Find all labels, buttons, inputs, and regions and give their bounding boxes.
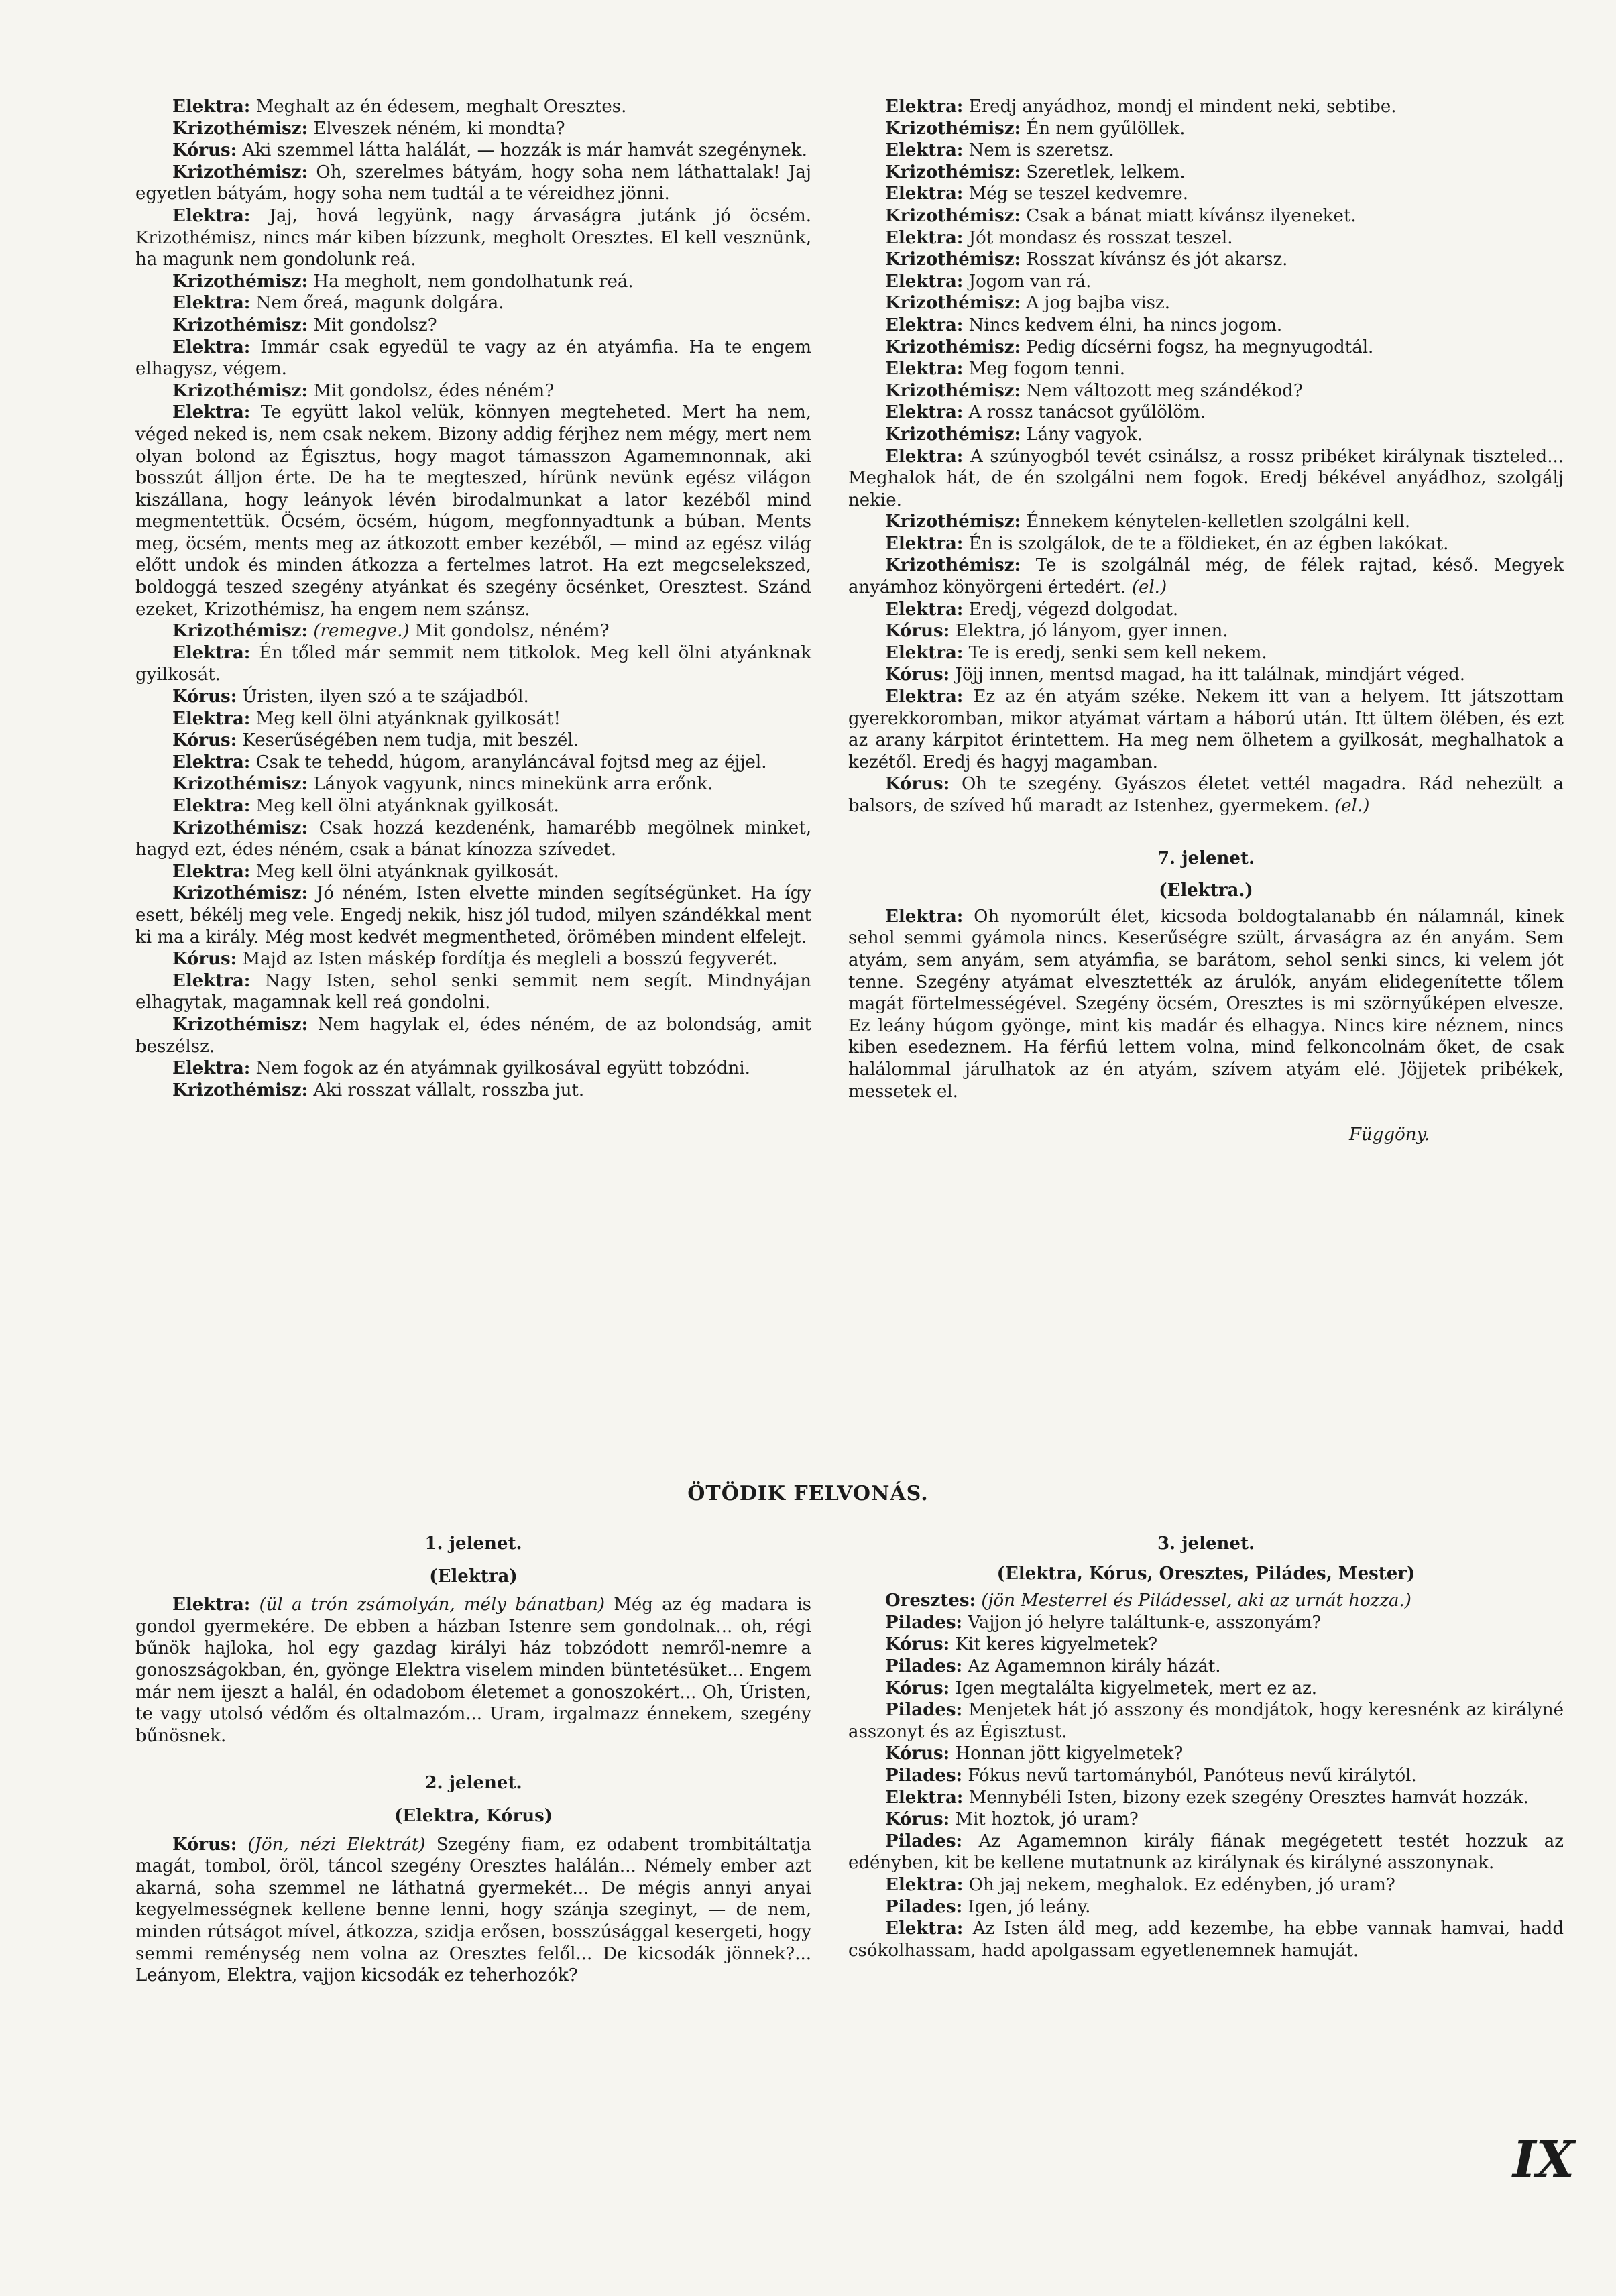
dialogue-line (135, 642, 811, 686)
line-text: Aki szemmel látta halálát, — hozzák is már hamvát szegénynek. (237, 140, 807, 161)
dialogue-line (135, 730, 811, 752)
speaker-name: Krizothémisz: (172, 883, 308, 904)
speaker-name: Elektra: (172, 796, 251, 816)
speaker-name: Elektra: (172, 970, 251, 991)
dialogue-line (848, 424, 1564, 446)
act-title: ÖTÖDIK FELVONÁS. (687, 1482, 929, 1505)
scene-1-cast: (Elektra) (429, 1566, 518, 1587)
speaker-name: Kórus: (172, 687, 237, 707)
dialogue-line (135, 271, 811, 293)
line-text: Mennybéli Isten, bizony ezek szegény Oresztes hamvát hozzák. (963, 1787, 1529, 1808)
speaker-name: Elektra: (885, 687, 964, 707)
line-text: Még se teszel kedvemre. (963, 184, 1189, 205)
dialogue-line (135, 1594, 811, 1747)
line-text: Csak a bánat miatt kívánsz ilyeneket. (1021, 205, 1357, 226)
line-text: Szegény fiam, ez odabent trombitáltatja magát, tombol, öröl, táncol szegény Oresztes halálán... Némely ember azt akarná, soha szemmel ne láthatná gyermekét... De mégis annyi anyai kegyelmességnek kellene benne lenni, hogy szánja szeginyt, — de nem, minden rútságot mível, átkozza, szidja erősen, bosszúsággal kesergeti, hogy semmi reménység nem volna az Oresztes felől... De kicsodák jönnek?... Leányom, Elektra, vajjon kicsodák ez teherhozók? (135, 1834, 812, 1986)
line-text: Énnekem kénytelen-kelletlen szolgálni kell. (1021, 512, 1411, 532)
line-text: Te együtt lakol velük, könnyen megteheted. Mert ha nem, véged neked is, nem csak nekem. Bizony addig férjhez nem mégy, mert nem olyan bolond az Égisztus, hogy magot támasszon Agamemnonnak, aki bosszút álljon érte. De ha te megteszed, hírünk nevünk egész világon kiszállana, hogy leányok lévén birodalmunkat a lator kezéből mind megmentettük. Öcsém, öcsém, húgom, megfonnyadtunk a búban. Ments meg, öcsém, ments meg az átkozott ember kezéből, — mind az egész világ előtt undok és minden átkozza a fertelmes latrot. Ha ezt megcselekszed, boldoggá teszed szegény atyánkat és szegény öcsénket, Oresztest. Szánd ezeket, Krizothémisz, ha engem nem szánsz. (135, 402, 811, 620)
dialogue-line (135, 773, 811, 795)
speaker-name: Elektra: (885, 97, 964, 117)
dialogue-line (848, 402, 1564, 424)
line-text: Mit hoztok, jó uram? (949, 1809, 1139, 1830)
dialogue-line (135, 620, 811, 642)
speaker-name: Elektra: (885, 314, 964, 335)
speaker-name: Elektra: (885, 140, 964, 161)
speaker-name: Elektra: (885, 227, 964, 248)
speaker-name: Elektra: (172, 97, 251, 117)
page-number: IX (1512, 2131, 1574, 2189)
dialogue-line (848, 1918, 1564, 1961)
dialogue-line (848, 314, 1564, 337)
speaker-name: Elektra: (885, 599, 964, 620)
dialogue-line (135, 205, 811, 271)
speaker-name: Krizothémisz: (172, 162, 308, 182)
line-text: Én is szolgálok, de te a földieket, én az égben lakókat. (963, 533, 1449, 554)
stage-direction: (el.) (1126, 577, 1167, 598)
speaker-name: Kórus: (172, 730, 237, 751)
speaker-name: Kórus: (885, 1634, 950, 1655)
line-text: Csak hozzá kezdenénk, hamarébb megölnek minket, hagyd ezt, édes néném, csak a bánat kínozza szívedet. (135, 817, 811, 860)
line-text: Nem fogok az én atyámnak gyilkosával együtt tobzódni. (250, 1058, 750, 1079)
speaker-name: Elektra: (885, 184, 964, 205)
line-text: Az Agamemnon király fiának megégetett testét hozzuk az edényben, kit be kellene mutatnunk az királynak és királyné asszonynak. (848, 1831, 1564, 1874)
dialogue-line (848, 205, 1564, 227)
line-text: Még az ég madara is gondol gyermekére. De ebben a házban Istenre sem gondolnak... oh, régi bűnök hajloka, hol egy gazdag királyi ház tobzódott nemről-nemre a gonoszságokban, én, gyönge Elektra viselem minden büntetésüket... Engem már nem ijeszt a halál, én odadobom életemet a gonoszokért... Oh, Úristen, te vagy utolsó védőm és oltalmazóm... Uram, irgalmazz énnekem, szegény bűnösnek. (135, 1595, 811, 1746)
line-text: Kit keres kigyelmetek? (949, 1634, 1158, 1655)
scene-2-cast: (Elektra, Kórus) (394, 1805, 553, 1826)
speaker-name: Kórus: (172, 140, 237, 161)
speaker-name: Kórus: (172, 949, 237, 970)
speaker-name: Elektra: (172, 402, 251, 423)
speaker-name: Krizothémisz: (885, 555, 1021, 576)
scene-1-title: 1. jelenet. (424, 1534, 522, 1554)
speaker-name: Krizothémisz: (172, 1080, 308, 1100)
dialogue-line (848, 1612, 1564, 1634)
speaker-name: Krizothémisz: (885, 512, 1021, 532)
line-text: Igen, jó leány. (962, 1896, 1091, 1917)
dialogue-line (135, 292, 811, 314)
dialogue-line (848, 664, 1564, 686)
dialogue-line (848, 249, 1564, 271)
dialogue-line (848, 555, 1564, 598)
speaker-name: Krizothémisz: (172, 118, 308, 139)
line-text: Rosszat kívánsz és jót akarsz. (1021, 249, 1288, 270)
dialogue-line (135, 708, 811, 730)
line-text: Immár csak egyedül te vagy az én atyámfia. Ha te engem elhagysz, végem. (135, 337, 811, 380)
dialogue-line (135, 1057, 811, 1080)
line-text: Mit gondolsz, édes néném? (308, 380, 555, 401)
speaker-name: Krizothémisz: (885, 424, 1021, 445)
speaker-name: Elektra: (172, 337, 251, 357)
speaker-name: Elektra: (172, 205, 251, 226)
left-column-bottom (135, 1533, 811, 1987)
stage-direction: (jön Mesterrel és Piládessel, aki az urnát hozza.) (976, 1591, 1411, 1611)
line-text: Nem változott meg szándékod? (1021, 380, 1303, 401)
speaker-name: Krizothémisz: (885, 293, 1021, 314)
speaker-name: Pilades: (885, 1656, 963, 1676)
line-text: Menjetek hát jó asszony és mondjátok, hogy keresnénk az királyné asszonyt és az Égisztust. (848, 1700, 1564, 1742)
stage-direction: (remegve.) (308, 621, 410, 642)
line-text: Jaj, hová legyünk, nagy árvaságra jutánk jó öcsém. Krizothémisz, nincs már kiben bízzunk, megholt Oresztes. El kell vesznünk, ha magunk nem gondolunk reá. (135, 205, 811, 270)
line-text: Elektra, jó lányom, gyer innen. (949, 621, 1228, 642)
line-text: Te is szolgálnál még, de félek rajtad, késő. Megyek anyámhoz könyörgeni értedért. (848, 555, 1564, 598)
line-text: Meg kell ölni atyánknak gyilkosát. (250, 796, 559, 816)
speaker-name: Kórus: (885, 665, 950, 685)
speaker-name: Krizothémisz: (885, 249, 1021, 270)
dialogue-line (135, 1834, 811, 1987)
stage-direction: (el.) (1328, 796, 1370, 816)
left-column-top (135, 96, 811, 1101)
dialogue-line (848, 1633, 1564, 1656)
speaker-name: Kórus: (885, 774, 950, 795)
scene-2-title: 2. jelenet. (424, 1773, 522, 1794)
scene-7-cast: (Elektra.) (1159, 880, 1253, 901)
line-text: Oh nyomorúlt élet, kicsoda boldogtalanabb én nálamnál, kinek sehol semmi gyámola nincs. Keserűségre szült, árvaságra az én anyám. Sem atyám, sem anyám, sem atyámfia, se barátom, sehol senki sincs, ki velem jót tenne. Szegény atyámat elvesztették az árulók, anyám elidegenítette tőlem magát förtelmességével. Szegény öcsém, Oresztes is mi szörnyűképen elvesze. Ez leány húgom gyönge, mint kis madár és elhagya. Nincs kire néznem, nincs kiben esedeznem. Ha férfiú lettem volna, mind felkoncolnám őket, de csak halálommal járulhatok az én atyám, szívem atyám elé. Jöjjetek pribékek, messetek el. (848, 906, 1564, 1102)
dialogue-line (135, 948, 811, 970)
speaker-name: Elektra: (172, 1595, 251, 1615)
line-text: Az Isten áld meg, add kezembe, ha ebbe vannak hamvai, hadd csókolhassam, hadd apolgassam egyetlenemnek hamuját. (848, 1918, 1564, 1961)
dialogue-line (848, 1765, 1564, 1787)
speaker-name: Krizothémisz: (172, 774, 308, 795)
dialogue-line (848, 183, 1564, 205)
line-text: Szeretlek, lelkem. (1021, 162, 1186, 182)
dialogue-line (848, 686, 1564, 773)
line-text: Én nem gyűlöllek. (1021, 118, 1186, 139)
dialogue-line (848, 380, 1564, 402)
speaker-name: Krizothémisz: (172, 271, 308, 292)
line-text: Aki rosszat vállalt, rosszba jut. (308, 1080, 585, 1100)
speaker-name: Krizothémisz: (885, 118, 1021, 139)
speaker-name: Krizothémisz: (172, 380, 308, 401)
line-text: Úristen, ilyen szó a te szájadból. (237, 687, 529, 707)
speaker-name: Oresztes: (885, 1591, 976, 1611)
speaker-name: Pilades: (885, 1700, 963, 1721)
speaker-name: Kórus: (885, 1809, 950, 1830)
dialogue-line (848, 358, 1564, 380)
speaker-name: Krizothémisz: (885, 205, 1021, 226)
line-text: Fókus nevű tartományból, Panóteus nevű királytól. (962, 1765, 1417, 1786)
line-text: Majd az Isten máskép fordítja és megleli a bosszú fegyverét. (237, 949, 778, 970)
speaker-name: Pilades: (885, 1896, 963, 1917)
dialogue-line (848, 511, 1564, 533)
speaker-name: Kórus: (885, 1678, 950, 1699)
stage-direction: (Jön, nézi Elektrát) (237, 1834, 426, 1855)
speaker-name: Krizothémisz: (885, 162, 1021, 182)
line-text: Meghalt az én édesem, meghalt Oresztes. (250, 97, 627, 117)
line-text: Igen megtalálta kigyelmetek, mert ez az. (949, 1678, 1318, 1699)
line-text: Nagy Isten, sehol senki semmit nem segít. Mindnyájan elhagytak, magamnak kell reá gondolni. (135, 970, 811, 1013)
speaker-name: Elektra: (885, 533, 964, 554)
line-text: Nem hagylak el, édes néném, de az bolondság, amit beszélsz. (135, 1014, 811, 1057)
dialogue-line (848, 292, 1564, 314)
dialogue-line (848, 162, 1564, 184)
line-text: A rossz tanácsot gyűlölöm. (963, 402, 1206, 423)
dialogue-line (848, 1656, 1564, 1678)
dialogue-line (848, 906, 1564, 1102)
right-column-top (848, 96, 1564, 1146)
line-text: Lányok vagyunk, nincs minekünk arra erőnk. (308, 774, 713, 795)
speaker-name: Krizothémisz: (172, 1014, 308, 1035)
speaker-name: Elektra: (172, 861, 251, 882)
speaker-name: Elektra: (885, 402, 964, 423)
dialogue-line (135, 817, 811, 861)
speaker-name: Krizothémisz: (172, 314, 308, 335)
line-text: Jogom van rá. (963, 271, 1092, 292)
dialogue-line (848, 96, 1564, 118)
line-text: Jó néném, Isten elvette minden segítségünket. Ha így esett, békélj meg vele. Engedj nekik, hisz jól tudod, milyen szándékkal ment ki ma a király. Még most kedvét megmentheted, örömében mindent elfelejt. (135, 883, 811, 948)
speaker-name: Elektra: (172, 708, 251, 729)
dialogue-line (848, 446, 1564, 512)
dialogue-line (848, 1787, 1564, 1809)
dialogue-line (848, 1896, 1564, 1918)
speaker-name: Pilades: (885, 1612, 963, 1633)
scene-3-cast: (Elektra, Kórus, Oresztes, Piládes, Mester) (996, 1563, 1416, 1584)
line-text: Meg kell ölni atyánknak gyilkosát! (250, 708, 561, 729)
line-text: Mit gondolsz, néném? (409, 621, 610, 642)
speaker-name: Elektra: (885, 642, 964, 663)
speaker-name: Krizothémisz: (172, 817, 308, 838)
dialogue-line (848, 337, 1564, 359)
right-column-bottom (848, 1533, 1564, 1961)
dialogue-line (135, 861, 811, 883)
speaker-name: Elektra: (172, 642, 251, 663)
dialogue-line (135, 118, 811, 140)
dialogue-line (135, 337, 811, 380)
dialogue-line (135, 1080, 811, 1102)
line-text: Nem is szeretsz. (963, 140, 1114, 161)
line-text: Lány vagyok. (1021, 424, 1143, 445)
speaker-name: Elektra: (885, 1874, 964, 1895)
dialogue-line (848, 773, 1564, 817)
dialogue-line (848, 533, 1564, 555)
line-text: Jót mondasz és rosszat teszel. (963, 227, 1233, 248)
scene-7-title: 7. jelenet. (1157, 848, 1255, 868)
dialogue-line (848, 118, 1564, 140)
curtain-note: Függöny. (1349, 1125, 1430, 1145)
speaker-name: Elektra: (172, 752, 251, 772)
dialogue-line (848, 1831, 1564, 1874)
line-text: Nem őreá, magunk dolgára. (250, 293, 504, 314)
dialogue-line (135, 380, 811, 402)
dialogue-line (848, 1743, 1564, 1765)
speaker-name: Pilades: (885, 1765, 963, 1786)
line-text: A jog bajba visz. (1021, 293, 1170, 314)
dialogue-line (135, 402, 811, 620)
line-text: Eredj anyádhoz, mondj el mindent neki, sebtibe. (963, 97, 1397, 117)
line-text: Jöjj innen, mentsd magad, ha itt találnak, mindjárt véged. (949, 665, 1466, 685)
scene-3-title: 3. jelenet. (1157, 1534, 1255, 1554)
line-text: Ez az én atyám széke. Nekem itt van a helyem. Itt játszottam gyerekkoromban, mikor atyámat vártam a háború után. Itt ültem ölében, és ezt az arany kárpitot érintettem. Ha meg nem ölhetem a gyilkosát, meghalhatok a kezétől. Eredj és hagyj magamban. (848, 687, 1564, 772)
line-text: Az Agamemnon király házát. (962, 1656, 1221, 1676)
dialogue-line (135, 795, 811, 817)
speaker-name: Elektra: (885, 1918, 964, 1939)
dialogue-line (135, 314, 811, 337)
dialogue-line (848, 1678, 1564, 1700)
line-text: Pedig dícsérni fogsz, ha megnyugodtál. (1021, 337, 1374, 357)
line-text: Oh te szegény. Gyászos életet vettél magadra. Rád nehezült a balsors, de szíved hű maradt az Istenhez, gyermekem. (848, 774, 1564, 816)
line-text: A szúnyogból tevét csinálsz, a rossz pribéket királynak tiszteled... Meghalok hát, de én szolgálni nem fogok. Eredj békével anyádhoz, szolgálj nekie. (848, 446, 1564, 510)
line-text: Elveszek néném, ki mondta? (308, 118, 565, 139)
dialogue-line (848, 227, 1564, 249)
line-text: Vajjon jó helyre találtunk-e, asszonyám? (962, 1612, 1322, 1633)
line-text: Eredj, végezd dolgodat. (963, 599, 1179, 620)
line-text: Csak te tehedd, húgom, aranyláncával fojtsd meg az éjjel. (250, 752, 767, 772)
dialogue-line (848, 642, 1564, 665)
line-text: Oh, szerelmes bátyám, hogy soha nem láthattalak! Jaj egyetlen bátyám, hogy soha nem tudtál a te véreidhez jönni. (135, 162, 811, 205)
line-text: Nincs kedvem élni, ha nincs jogom. (963, 314, 1283, 335)
line-text: Ha megholt, nem gondolhatunk reá. (308, 271, 634, 292)
speaker-name: Elektra: (172, 1058, 251, 1079)
speaker-name: Elektra: (885, 906, 964, 927)
dialogue-line (848, 1590, 1564, 1612)
dialogue-line (135, 1014, 811, 1057)
speaker-name: Kórus: (172, 1834, 237, 1855)
dialogue-line (848, 271, 1564, 293)
line-text: Mit gondolsz? (308, 314, 437, 335)
speaker-name: Elektra: (172, 293, 251, 314)
speaker-name: Kórus: (885, 1743, 950, 1764)
line-text: Meg kell ölni atyánknak gyilkosát. (250, 861, 559, 882)
dialogue-line (135, 752, 811, 774)
line-text: Oh jaj nekem, meghalok. Ez edényben, jó uram? (963, 1874, 1395, 1895)
dialogue-line (135, 970, 811, 1014)
dialogue-line (848, 139, 1564, 162)
line-text: Meg fogom tenni. (963, 359, 1125, 380)
speaker-name: Krizothémisz: (172, 621, 308, 642)
speaker-name: Elektra: (885, 271, 964, 292)
speaker-name: Pilades: (885, 1831, 963, 1851)
line-text: Keserűségében nem tudja, mit beszél. (237, 730, 579, 751)
speaker-name: Krizothémisz: (885, 380, 1021, 401)
line-text: Én tőled már semmit nem titkolok. Meg kell ölni atyánknak gyilkosát. (135, 642, 811, 685)
dialogue-line (135, 96, 811, 118)
dialogue-line (848, 620, 1564, 642)
speaker-name: Elektra: (885, 446, 964, 467)
speaker-name: Elektra: (885, 1787, 964, 1808)
dialogue-line (848, 1874, 1564, 1896)
dialogue-line (848, 599, 1564, 621)
dialogue-line (135, 882, 811, 948)
dialogue-line (135, 686, 811, 708)
dialogue-line (848, 1809, 1564, 1831)
dialogue-line (135, 139, 811, 162)
line-text: Te is eredj, senki sem kell nekem. (963, 642, 1267, 663)
stage-direction: (ül a trón zsámolyán, mély bánatban) (250, 1595, 605, 1615)
dialogue-line (848, 1699, 1564, 1743)
speaker-name: Kórus: (885, 621, 950, 642)
line-text: Honnan jött kigyelmetek? (949, 1743, 1184, 1764)
speaker-name: Krizothémisz: (885, 337, 1021, 357)
dialogue-line (135, 162, 811, 205)
speaker-name: Elektra: (885, 359, 964, 380)
